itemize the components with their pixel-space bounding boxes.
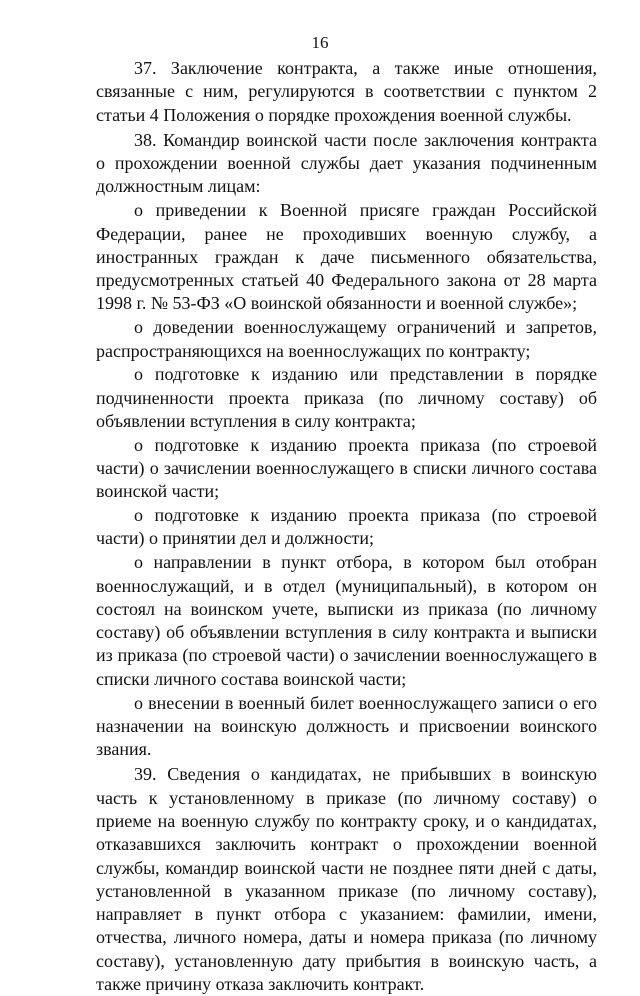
list-item: о внесении в военный билет военнослужащего записи о его назначении на воинскую должность и присвоении воинского звания. [96,692,597,760]
list-item: о направлении в пункт отбора, в котором был отобран военнослужащий, и в отдел (муниципальный), в котором он состоял на воинском учете, выписки из приказа (по личному составу) об объявлении вступления в силу контракта и выписки из приказа (по строевой части) о зачислении военнослужащего в списки личного состава воинской части; [96,552,597,689]
list-item: о подготовке к изданию проекта приказа (по строевой части) о зачислении военнослужащего в списки личного состава воинской части; [96,434,597,502]
list-item: о приведении к Военной присяге граждан Российской Федерации, ранее не проходивших военную службу, а иностранных граждан к даче письменного обязательства, предусмотренных статьей 40 Федерального закона от 28 марта 1998 г. № 53-ФЗ «О воинской обязанности и военной службе»; [96,200,597,314]
paragraph-39: 39. Сведения о кандидатах, не прибывших в воинскую часть к установленному в приказе (по личному составу) о приеме на военную службу по контракту сроку, и о кандидатах, отказавшихся заключить контракт о прохождении военной службы, командир воинской части не позднее пяти дней с даты, установленной в указанном приказе (по личному составу), направляет в пункт отбора с указанием: фамилии, имени, отчества, личного номера, даты и номера приказа (по личному составу), установленную дату прибытия в воинскую часть, а также причину отказа заключить контракт. [96,764,597,995]
page-number: 16 [311,33,329,52]
paragraph-37: 37. Заключение контракта, а также иные отношения, связанные с ним, регулируются в соответствии с пунктом 2 статьи 4 Положения о порядке прохождения военной службы. [96,58,597,125]
document-body [96,55,597,996]
list-item: о доведении военнослужащему ограничений и запретов, распространяющихся на военнослужащих по контракту; [96,317,597,361]
list-item: о подготовке к изданию или представлении в порядке подчиненности проекта приказа (по личному составу) об объявлении вступления в силу контракта; [96,364,597,431]
list-item: о подготовке к изданию проекта приказа (по строевой части) о принятии дел и должности; [96,505,597,549]
paragraph-38: 38. Командир воинской части после заключения контракта о прохождении военной службы дает указания подчиненным должностным лицам: [96,129,597,197]
